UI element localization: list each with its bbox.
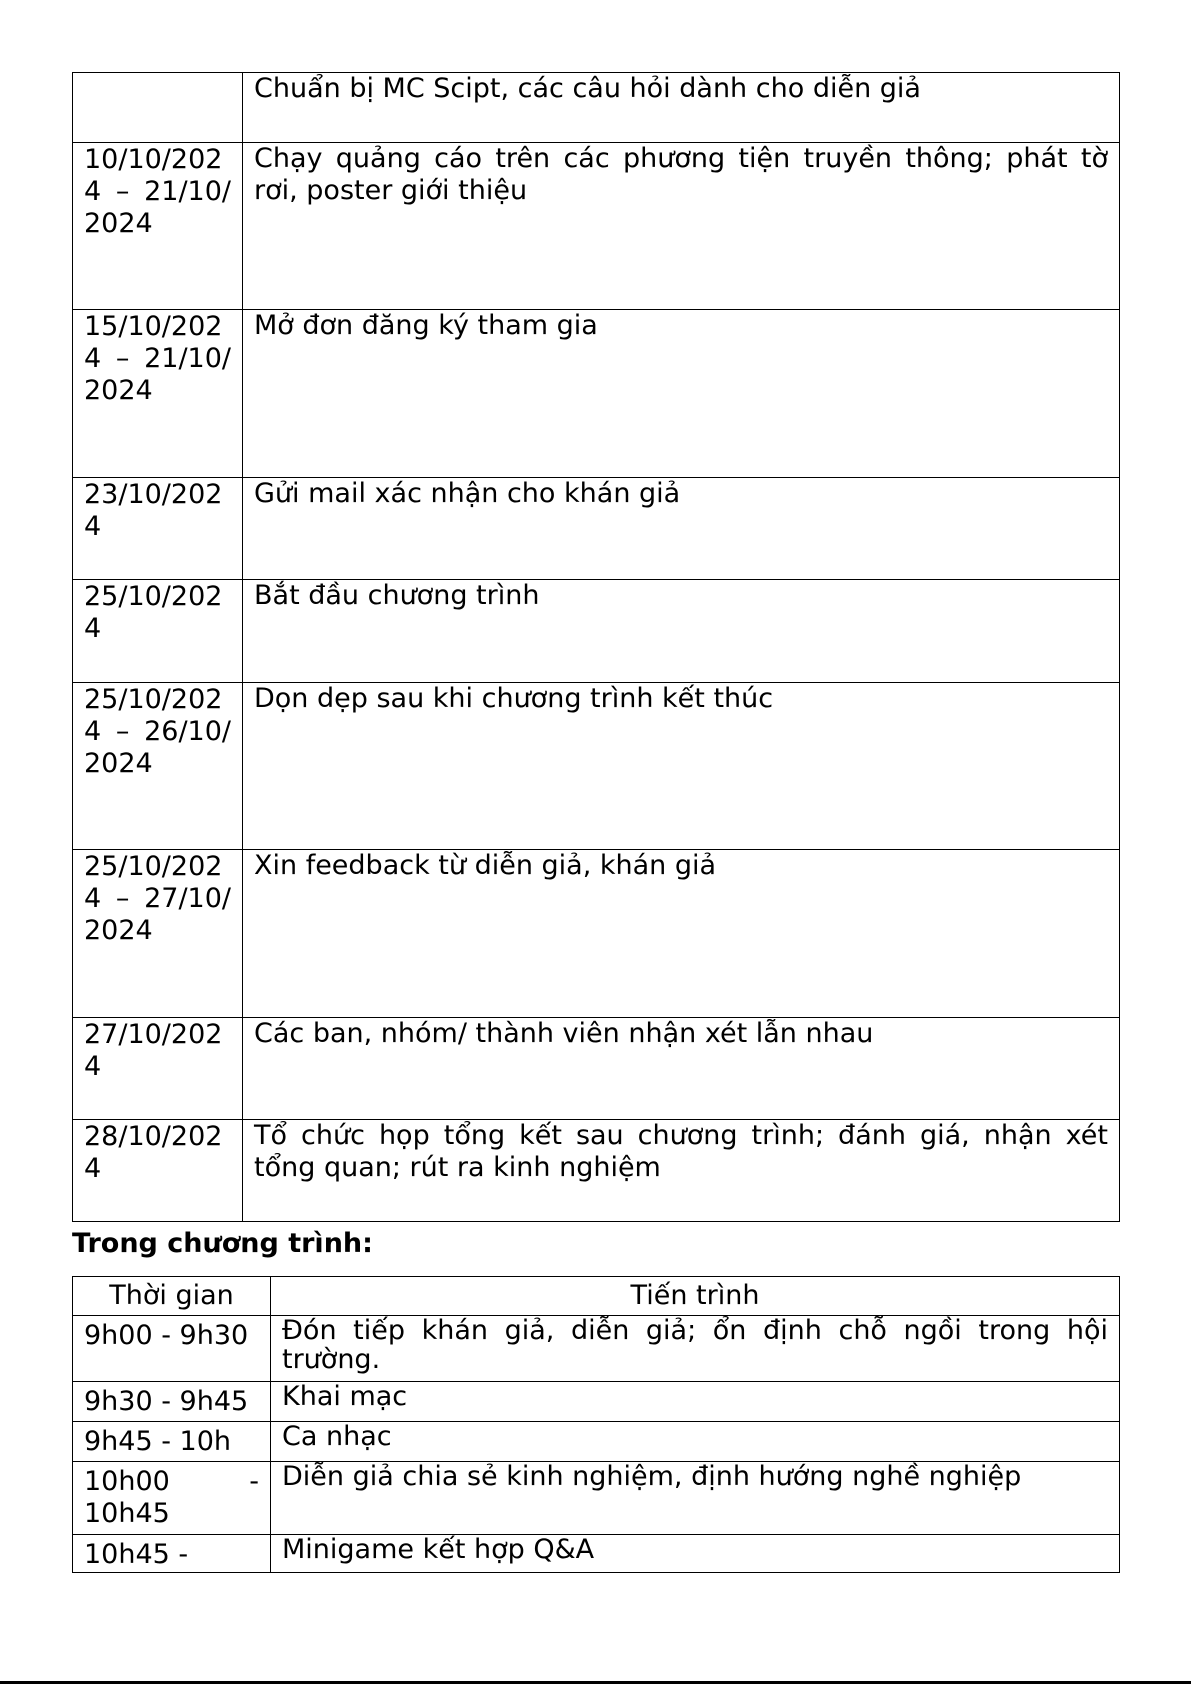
- program-step-cell: Minigame kết hợp Q&A: [271, 1535, 1120, 1573]
- schedule-task-cell: Bắt đầu chương trình: [243, 580, 1120, 683]
- table-row: [73, 1535, 1120, 1573]
- schedule-task-cell: Tổ chức họp tổng kết sau chương trình; đánh giá, nhận xét tổng quan; rút ra kinh nghiệm: [243, 1120, 1120, 1222]
- table-header-row: [73, 1277, 1120, 1316]
- schedule-date-cell: 28/10/2024: [73, 1120, 243, 1222]
- schedule-date-cell: 10/10/2024 – 21/10/2024: [73, 143, 243, 310]
- schedule-date-cell: [73, 73, 243, 143]
- schedule-task-cell: Các ban, nhóm/ thành viên nhận xét lẫn nhau: [243, 1018, 1120, 1120]
- schedule-task-cell: Xin feedback từ diễn giả, khán giả: [243, 850, 1120, 1018]
- table-row: [73, 1316, 1120, 1382]
- program-time-cell: 10h45 -: [73, 1535, 271, 1573]
- schedule-task-cell: Gửi mail xác nhận cho khán giả: [243, 478, 1120, 580]
- program-time-cell: 9h30 - 9h45: [73, 1382, 271, 1422]
- program-table: [72, 1276, 1120, 1573]
- table-row: [73, 143, 1120, 310]
- program-step-cell: Khai mạc: [271, 1382, 1120, 1422]
- schedule-task-cell: Chuẩn bị MC Scipt, các câu hỏi dành cho diễn giả: [243, 73, 1120, 143]
- schedule-date-cell: 23/10/2024: [73, 478, 243, 580]
- table-row: [73, 580, 1120, 683]
- table-row: [73, 478, 1120, 580]
- table-row: [73, 1462, 1120, 1535]
- schedule-date-cell: 25/10/2024 – 27/10/2024: [73, 850, 243, 1018]
- schedule-date-cell: 25/10/2024: [73, 580, 243, 683]
- schedule-date-cell: 27/10/2024: [73, 1018, 243, 1120]
- program-time-cell: 9h00 - 9h30: [73, 1316, 271, 1382]
- section-heading: Trong chương trình:: [72, 1228, 373, 1259]
- table-row: [73, 850, 1120, 1018]
- program-step-cell: Diễn giả chia sẻ kinh nghiệm, định hướng nghề nghiệp: [271, 1462, 1120, 1535]
- table-row: [73, 1422, 1120, 1462]
- table-row: [73, 1018, 1120, 1120]
- schedule-before-table: [72, 72, 1120, 1222]
- document-page: [72, 72, 1119, 1573]
- column-header-progress: Tiến trình: [271, 1277, 1120, 1316]
- table-row: [73, 1382, 1120, 1422]
- table-row: [73, 73, 1120, 143]
- table-row: [73, 310, 1120, 478]
- schedule-task-cell: Dọn dẹp sau khi chương trình kết thúc: [243, 683, 1120, 850]
- program-step-cell: Ca nhạc: [271, 1422, 1120, 1462]
- program-time-cell: 10h00 - 10h45: [73, 1462, 271, 1535]
- column-header-time: Thời gian: [73, 1277, 271, 1316]
- schedule-date-cell: 15/10/2024 – 21/10/2024: [73, 310, 243, 478]
- table-row: [73, 683, 1120, 850]
- program-step-cell: Đón tiếp khán giả, diễn giả; ổn định chỗ ngồi trong hội trường.: [271, 1316, 1120, 1382]
- schedule-task-cell: Chạy quảng cáo trên các phương tiện truyền thông; phát tờ rơi, poster giới thiệu: [243, 143, 1120, 310]
- schedule-task-cell: Mở đơn đăng ký tham gia: [243, 310, 1120, 478]
- schedule-date-cell: 25/10/2024 – 26/10/2024: [73, 683, 243, 850]
- table-row: [73, 1120, 1120, 1222]
- program-time-cell: 9h45 - 10h: [73, 1422, 271, 1462]
- page-bottom-border: [0, 1681, 1191, 1684]
